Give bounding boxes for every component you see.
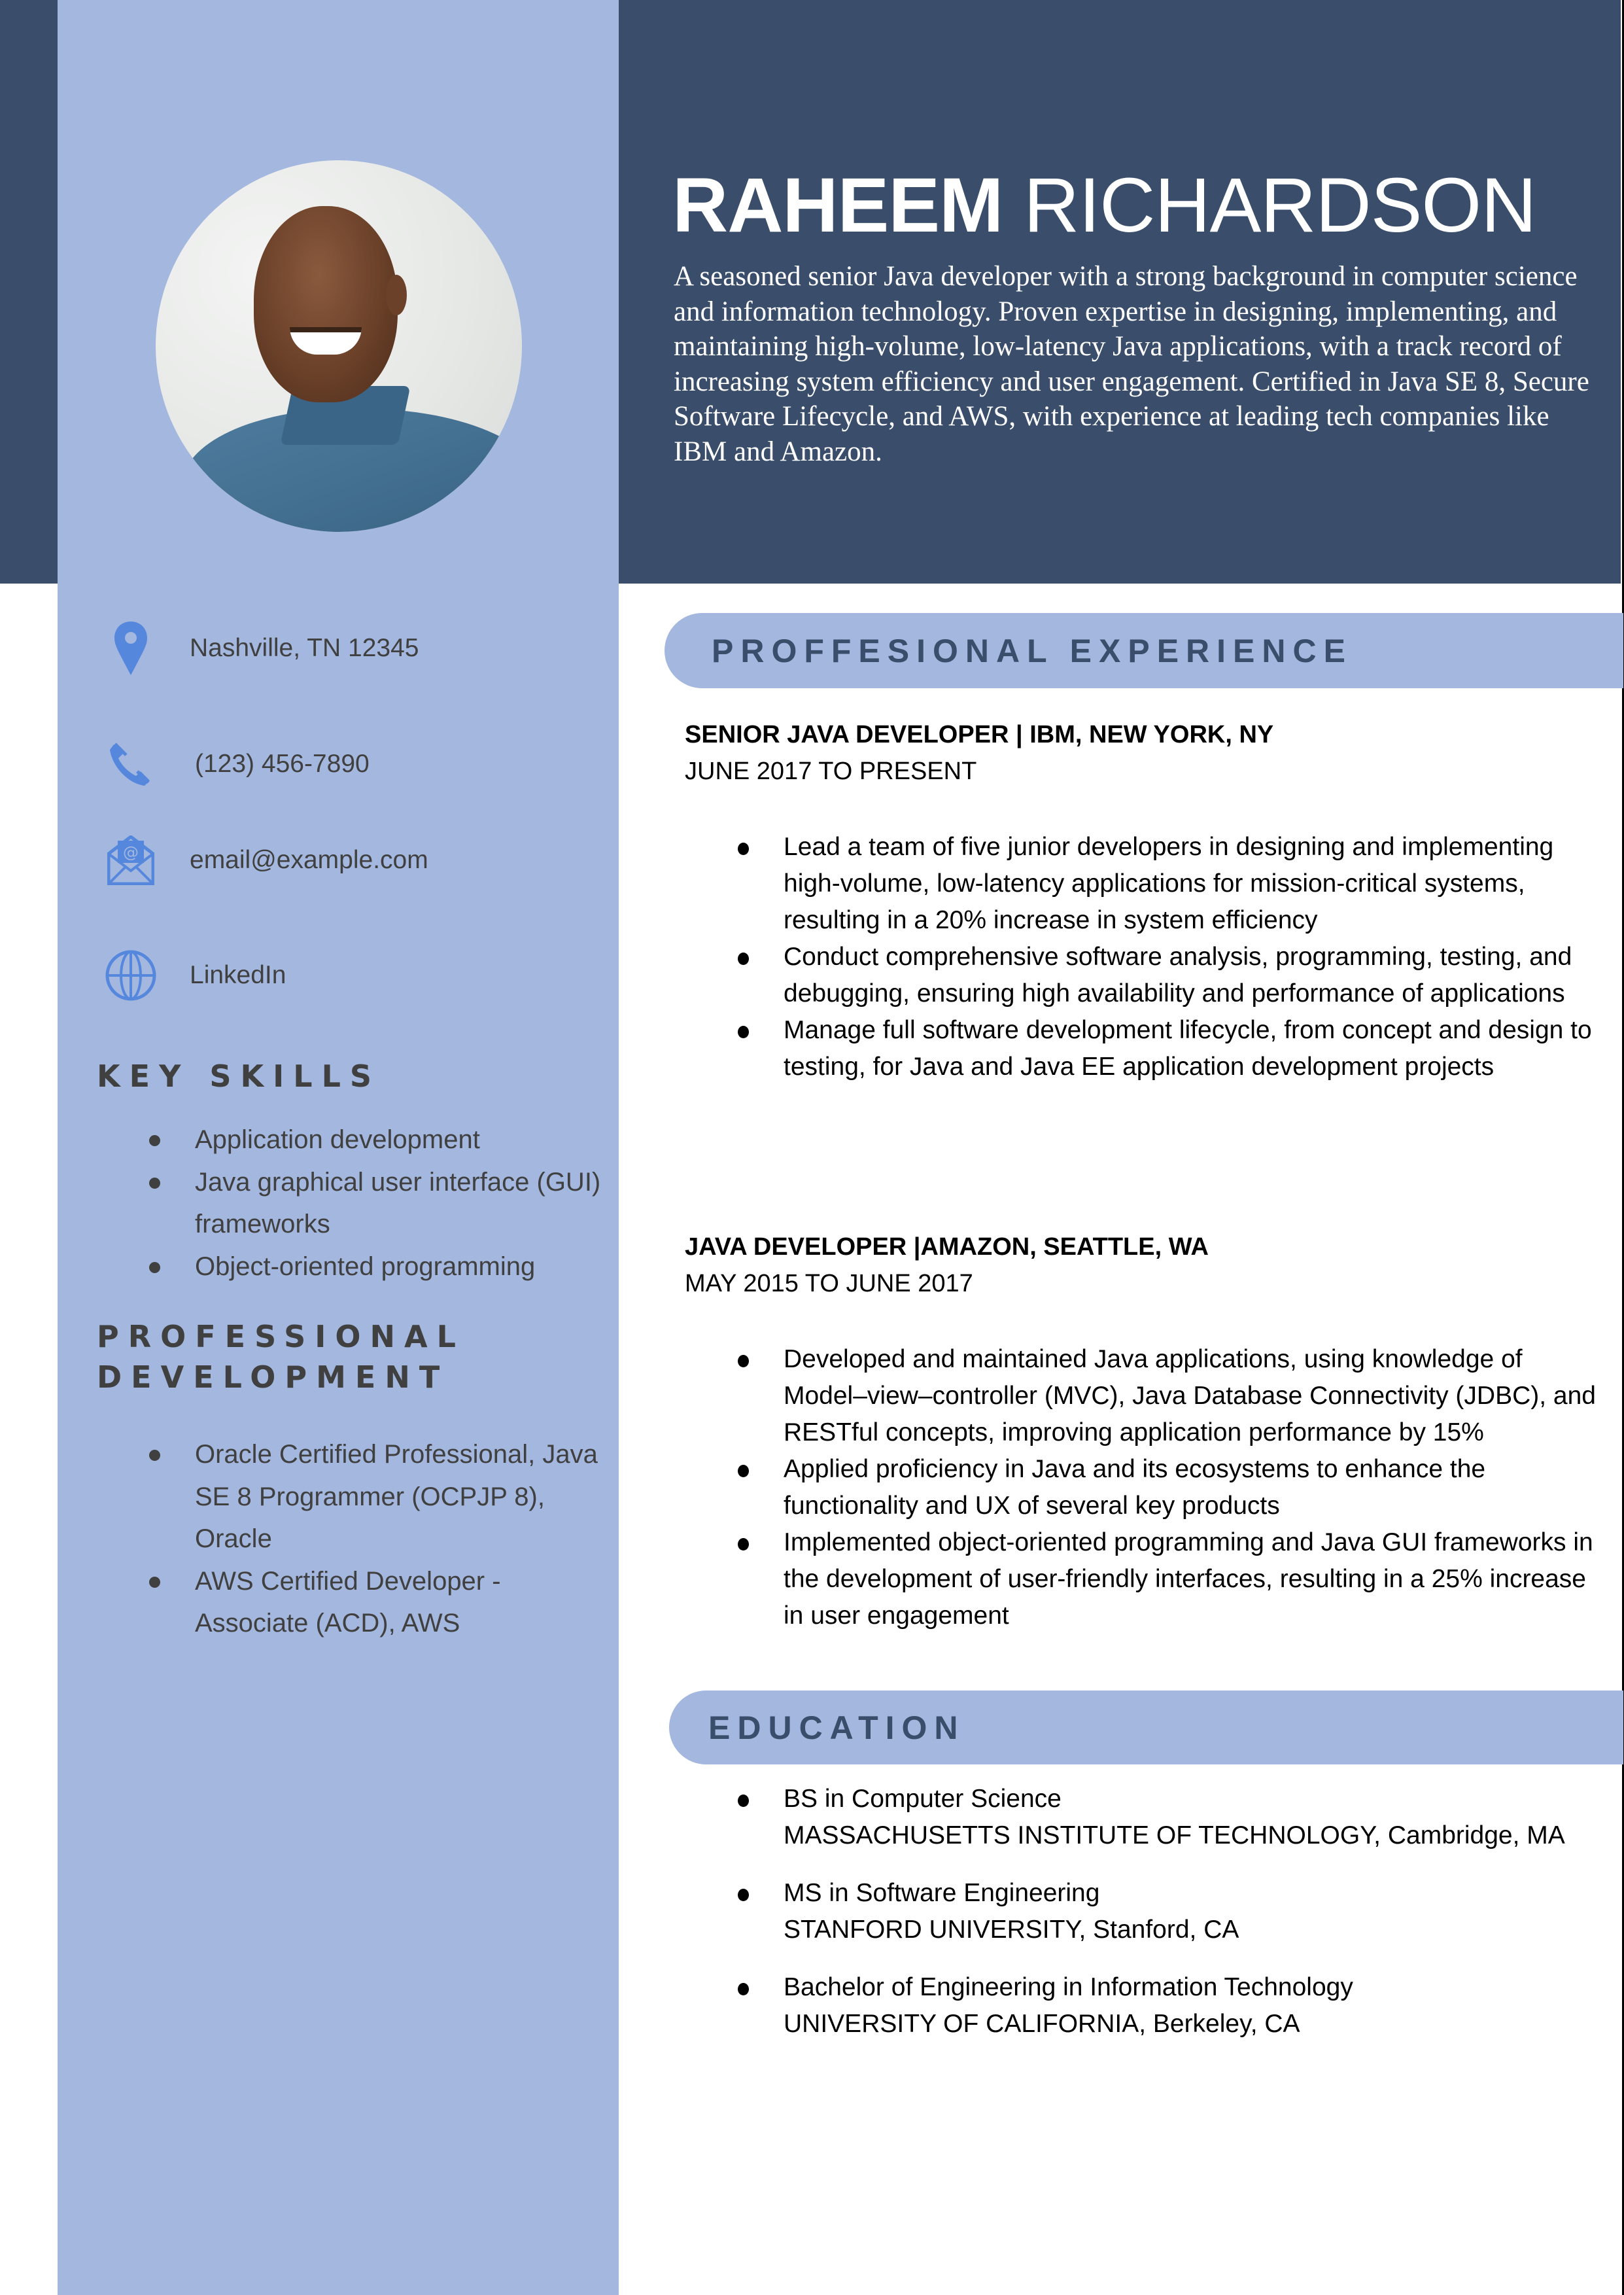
photo-head — [254, 206, 398, 402]
contact-email — [105, 831, 428, 890]
experience-section-header — [665, 613, 1623, 688]
bullet-icon — [738, 1355, 749, 1367]
job-bullet: Lead a team of five junior developers in designing and implementing high-volume, low-latency applications for mission-critical systems, resulting in a 20% increase in system efficiency — [733, 829, 1596, 939]
job-title: SENIOR JAVA DEVELOPER | IBM, NEW YORK, NY — [685, 721, 1274, 748]
email-icon — [105, 834, 157, 886]
last-name: RICHARDSON — [1024, 162, 1536, 249]
education-list — [733, 1781, 1596, 2063]
certification-item: AWS Certified Developer - Associate (ACD), AWS — [144, 1560, 602, 1645]
education-section-header — [669, 1691, 1623, 1764]
school: MASSACHUSETTS INSTITUTE OF TECHNOLOGY, Cambridge, MA — [784, 1821, 1565, 1849]
skill-item: Java graphical user interface (GUI) frameworks — [144, 1161, 602, 1246]
degree: BS in Computer Science — [784, 1785, 1062, 1813]
bullet-icon — [149, 1577, 160, 1588]
job-dates: JUNE 2017 TO PRESENT — [685, 758, 977, 785]
bullet-icon — [738, 1795, 749, 1807]
education-item — [733, 1969, 1596, 2042]
bullet-icon — [149, 1262, 160, 1273]
bullet-icon — [149, 1135, 160, 1146]
globe-icon — [105, 949, 157, 1002]
key-skills-heading: KEY SKILLS — [97, 1059, 381, 1094]
map-pin-icon — [105, 622, 157, 674]
job-bullet: Manage full software development lifecycle, from concept and design to testing, for Java and Java EE application development projects — [733, 1012, 1596, 1085]
degree: MS in Software Engineering — [784, 1879, 1100, 1907]
degree: Bachelor of Engineering in Information Technology — [784, 1973, 1353, 2001]
profile-photo — [156, 160, 522, 532]
skill-item: Application development — [144, 1119, 602, 1161]
contact-location — [105, 619, 419, 678]
job-bullets — [733, 829, 1596, 1085]
skill-item: Object-oriented programming — [144, 1246, 602, 1288]
job-bullets — [733, 1341, 1596, 1634]
bullet-icon — [738, 1026, 749, 1038]
bullet-icon — [738, 843, 749, 855]
contact-website — [105, 946, 286, 1005]
location-text: Nashville, TN 12345 — [190, 634, 419, 662]
experience-heading: PROFFESIONAL EXPERIENCE — [712, 632, 1353, 669]
bullet-icon — [738, 1983, 749, 1995]
certification-item: Oracle Certified Professional, Java SE 8 Programmer (OCPJP 8), Oracle — [144, 1433, 602, 1560]
job-bullet: Applied proficiency in Java and its ecosystems to enhance the functionality and UX of several key products — [733, 1451, 1596, 1524]
bullet-icon — [738, 953, 749, 965]
school: UNIVERSITY OF CALIFORNIA, Berkeley, CA — [784, 2010, 1300, 2038]
education-item — [733, 1781, 1596, 1854]
bullet-icon — [149, 1178, 160, 1189]
phone-icon — [105, 738, 157, 790]
education-heading: EDUCATION — [708, 1709, 965, 1746]
bullet-icon — [149, 1450, 160, 1461]
bullet-icon — [738, 1538, 749, 1550]
first-name: RAHEEM — [672, 162, 1003, 249]
school: STANFORD UNIVERSITY, Stanford, CA — [784, 1916, 1239, 1944]
profile-summary: A seasoned senior Java developer with a strong background in computer science and information technology. Proven expertise in designing, implementing, and maintaining high-volume, low-latency Java applications, with a track record of increasing system efficiency and user engagement. Certified in Java SE 8, Secure Software Lifecycle, and AWS, with experience at leading tech companies like IBM and Amazon. — [674, 261, 1589, 467]
professional-development-list — [144, 1433, 602, 1645]
professional-development-heading: PROFESSIONAL DEVELOPMENT — [97, 1319, 465, 1395]
email-text[interactable]: email@example.com — [190, 846, 428, 874]
job-bullet: Implemented object-oriented programming and Java GUI frameworks in the development of user-friendly interfaces, resulting in a 25% increase in user engagement — [733, 1524, 1596, 1634]
bullet-icon — [738, 1889, 749, 1901]
phone-text: (123) 456-7890 — [195, 750, 370, 778]
linkedin-link[interactable]: LinkedIn — [190, 961, 286, 989]
job-dates: MAY 2015 TO JUNE 2017 — [685, 1270, 973, 1297]
job-title: JAVA DEVELOPER |AMAZON, SEATTLE, WA — [685, 1233, 1209, 1261]
photo-ear — [386, 275, 407, 315]
job-bullet: Developed and maintained Java applications, using knowledge of Model–view–controller (MVC), Java Database Connectivity (JDBC), and RESTful concepts, improving application performance by 15% — [733, 1341, 1596, 1451]
job-bullet: Conduct comprehensive software analysis, programming, testing, and debugging, ensuring high availability and performance of applications — [733, 939, 1596, 1012]
contact-phone — [105, 735, 370, 794]
key-skills-list — [144, 1119, 602, 1288]
education-item — [733, 1875, 1596, 1948]
candidate-name — [672, 162, 1536, 249]
svg-text:@: @ — [123, 843, 139, 862]
bullet-icon — [738, 1465, 749, 1477]
